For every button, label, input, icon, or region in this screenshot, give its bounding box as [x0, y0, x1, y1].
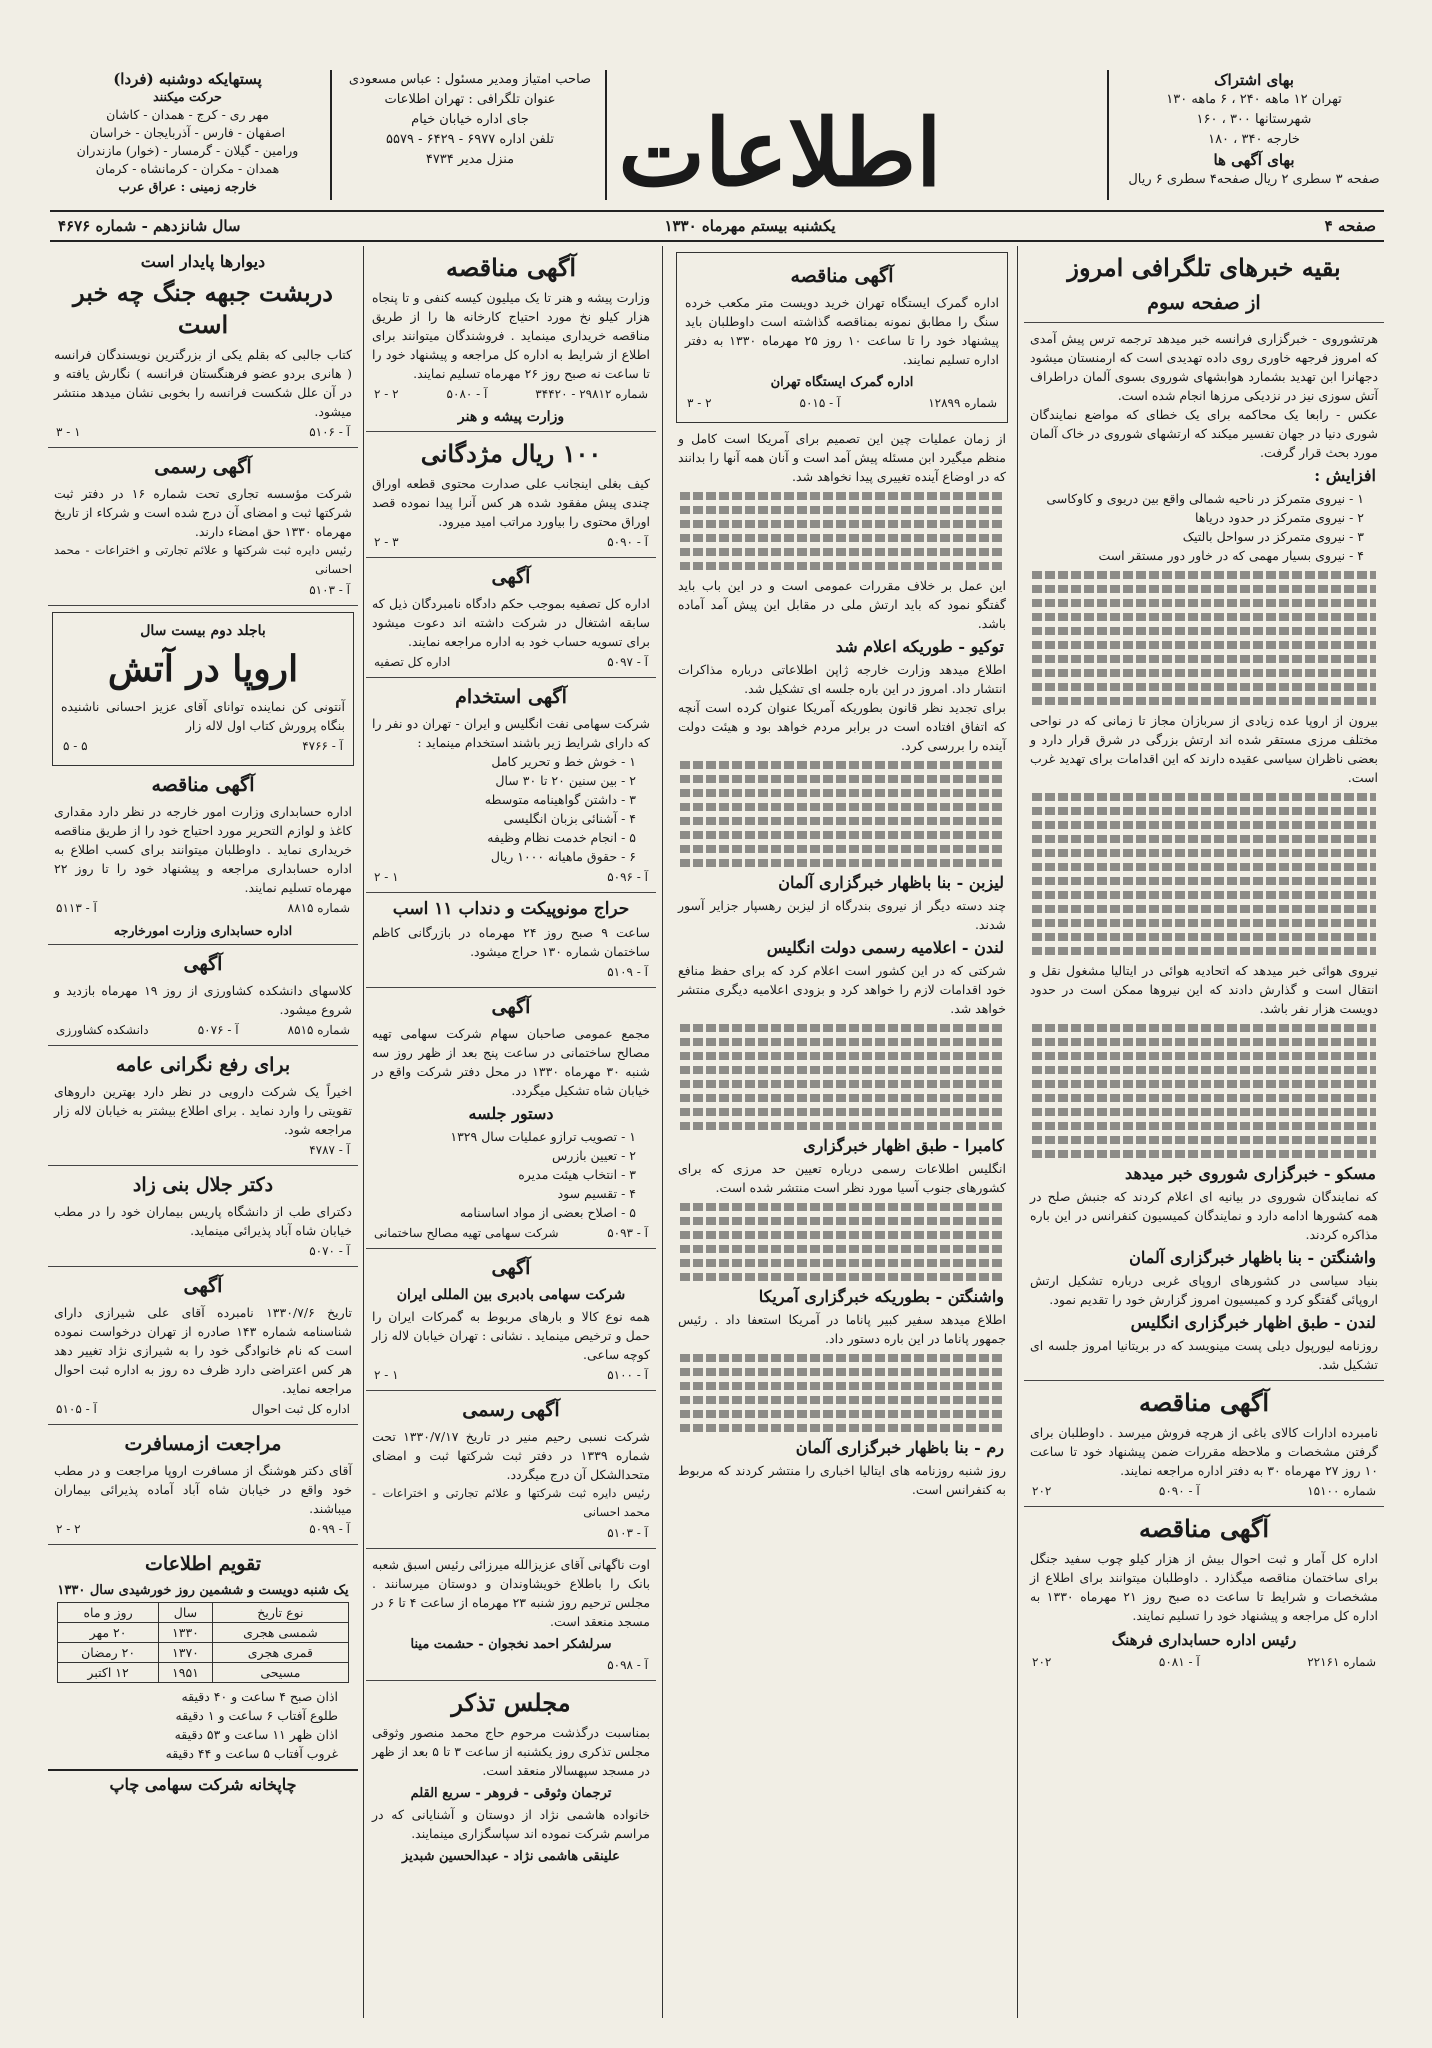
ad-num: ۲ - ۲: [56, 1522, 81, 1536]
table-header: نوع تاریخ: [213, 1603, 349, 1623]
ad-num: ۱ - ۲: [374, 1368, 399, 1382]
book-ad-title: دربشت جبهه جنگ چه خبر است: [73, 278, 333, 339]
list-item: ۳ - نیروی متمرکز در سواحل بالتیک: [1182, 529, 1364, 544]
article-subhead: افزایش :: [1314, 466, 1376, 485]
ad-title: آگهی: [183, 1275, 223, 1297]
ad-num: ۱ - ۲: [374, 870, 399, 884]
column-rule: [363, 246, 364, 2018]
divider: [366, 557, 656, 558]
article-subhead: کامبرا - طبق اظهار خبرگزاری: [803, 1136, 1004, 1155]
article-subhead: لیزبن - بنا باظهار خبرگزاری آلمان: [778, 873, 1004, 892]
ad-code: آ - ۵۱۰۰: [607, 1368, 648, 1382]
memorial-text: بمناسبت درگذشت مرحوم حاج محمد منصور وثوقی مجلس تذکری روز یکشنبه از ساعت ۳ تا ۵ بعد از ظهر در مسجد سپهسالار منعقد است.: [372, 1725, 651, 1778]
ad-num: ۲ - ۲: [374, 387, 399, 401]
article-paragraph: نیروی هوائی خبر میدهد که اتحادیه هوائی در ایتالیا مشغول نقل و انتقال است و گذارش دادند که این نیروها ممکن است در حدود دویست هزار نفر باشد.: [1030, 963, 1378, 1016]
list-item: ۶ - حقوق ماهیانه ۱۰۰۰ ریال: [490, 849, 636, 864]
divider: [48, 1266, 358, 1267]
ad-code: آ - ۵۱۰۳: [309, 583, 350, 597]
divider: [1024, 322, 1384, 323]
list-item: ۳ - داشتن گواهینامه متوسطه: [484, 792, 636, 807]
table-cell: ۱۹۵۱: [158, 1663, 212, 1683]
list-item: ۲ - تعیین بازرس: [551, 1148, 636, 1163]
subscription-line: تهران ۱۲ ماهه ۲۴۰ ، ۶ ماهه ۱۳۰: [1166, 92, 1342, 107]
ad-footer: [374, 1366, 648, 1384]
divider: [366, 431, 656, 432]
ad-num: ۲۰۲: [1032, 1655, 1052, 1669]
ad-text: کلاسهای دانشکده کشاورزی از روز ۱۹ مهرماه بازدید و شروع میشود.: [54, 983, 352, 1017]
subscription-block: [1124, 70, 1384, 190]
article-paragraph: چند دسته دیگر از نیروی بندرگاه از لیزبن رهسپار جزایر آسور شدند.: [678, 898, 1006, 932]
post-line: اصفهان - فارس - آذربایجان - خراسان: [89, 125, 286, 140]
book-kicker: باجلد دوم بیست سال: [140, 623, 266, 639]
table-row: [58, 1623, 348, 1643]
table-cell: ۱۳۳۰: [158, 1623, 212, 1643]
ad-footer: [56, 1141, 350, 1159]
masthead-title: اطلاعات: [618, 99, 942, 207]
ad-text: اداره کل آمار و ثبت احوال بیش از هزار کیلو چوب سفید جنگل برای ساختمان مناقصه میگذارد . داوطلبان میتوانند برای اطلاع از مشخصات و شرایط تا ساعت ده صبح روز ۲۱ مهرماه ۱۳۳۰ به اداره کل مراجعه و پیشنهاد خود را تسلیم نمایند.: [1030, 1551, 1379, 1623]
list-item: ۱ - تصویب ترازو عملیات سال ۱۳۲۹: [450, 1129, 636, 1144]
post-line: پستهایکه دوشنبه (فردا): [113, 70, 262, 88]
prayer-times: [68, 1687, 338, 1763]
list-item: ۳ - انتخاب هیئت مدیره: [518, 1167, 636, 1182]
divider: [48, 447, 358, 448]
ad-code: آ - ۵۰۷۶: [197, 1023, 239, 1037]
memorial-text: خانواده هاشمی نژاد از دوستان و آشنایانی که در مراسم شرکت نموده اند سپاسگزاری مینمایند.: [372, 1807, 650, 1841]
condolence-signature: سرلشکر احمد نخجوان - حشمت مینا: [410, 1637, 612, 1652]
ad-title: آگهی: [491, 1257, 531, 1279]
ad-num: ۲۰۲: [1032, 1484, 1052, 1498]
ad-code: آ - ۵۰۹۰: [1158, 1484, 1200, 1498]
ad-text: کیف بغلی اینجانب علی صدارت محتوی قطعه اوراق چندی پیش مفقود شده هر کس آنرا پیدا نموده قصد اوراق محتوی را بیاورد مراتب امید میرود.: [372, 476, 650, 529]
ad-code: آ - ۵۱۰۶: [309, 425, 350, 439]
ad-footer: [1032, 1482, 1376, 1500]
ad-text: اداره گمرک ایستگاه تهران خرید دویست متر مکعب خرده سنگ را مطابق نمونه بمناقصه گذاشته است داوطلبان باید پیشنهاد خود را تا ساعت ۱۰ روز ۲۵ مهرماه ۱۳۳۰ به دفتر اداره تسلیم نمایند.: [685, 295, 999, 367]
text-filler: [672, 1024, 1012, 1130]
article-paragraph: انگلیس اطلاعات رسمی درباره تعیین حد مرزی که برای کشورهای جنوب آسیا مورد نظر است منتشر شده است.: [678, 1161, 1006, 1195]
divider: [366, 1548, 656, 1549]
ad-title: آگهی مناقصه: [445, 253, 577, 282]
column-rule: [1017, 246, 1018, 2018]
table-row: [58, 1643, 348, 1663]
ad-ref: شماره ۱۲۸۹۹: [928, 396, 997, 410]
text-filler: [1024, 793, 1384, 955]
post-line: خارجه زمینی : عراق عرب: [118, 179, 257, 194]
ad-title: آگهی مناقصه: [790, 265, 894, 287]
list-item: ۱ - نیروی متمرکز در ناحیه شمالی واقع بین دریوی و کاوکاسی: [1046, 491, 1364, 506]
article-paragraph: بیرون از اروپا عده زیادی از سربازان مجاز تا زمانی که در نواحی مختلف مرزی مستقر شده اند ارتش بزرگی در شرق قرار دارد و بعضی ناظران سیاسی عقیده دارند که این اقدامات برای تهدید غرب است.: [1030, 713, 1378, 785]
memorial-signature: علینقی هاشمی نژاد - عبدالحسین شبدیز: [402, 1849, 620, 1864]
printer-credit: چاپخانه شرکت سهامی چاپ: [48, 1769, 358, 1794]
ad-footer: [374, 1656, 648, 1674]
ad-title: آگهی رسمی: [462, 1399, 560, 1421]
ad-footer: [63, 737, 343, 755]
post-line: ورامین - گیلان - گرمسار - (خوار) مازندران: [76, 143, 299, 158]
ad-code: آ - ۵۰۹۹: [309, 1522, 350, 1536]
list-item: ۴ - نیروی بسیار مهمی که در خاور دور مستقر است: [1098, 548, 1364, 563]
ad-footer: [374, 1224, 648, 1242]
list-item: ۵ - اصلاح بعضی از مواد اساسنامه: [459, 1205, 636, 1220]
list-item: اذان ظهر ۱۱ ساعت و ۵۳ دقیقه: [174, 1727, 338, 1742]
column-ads: [366, 246, 656, 2018]
ad-footer: [374, 533, 648, 551]
text-filler: [1024, 1024, 1384, 1158]
ad-code: آ - ۵۰۹۶: [607, 870, 648, 884]
book-ad-kicker: دیوارها پایدار است: [140, 252, 266, 271]
column-news-ads: [672, 246, 1012, 2018]
article-subhead: رم - بنا باظهار خبرگزاری آلمان: [795, 1438, 1004, 1457]
article-paragraph: از زمان عملیات چین این تصمیم برای آمریکا است کامل و منظم میگیرد ابن مسئله پیش آمد است و آنان همه آنها را بدانند که در اوضاع آینده تغییری پیدا نخواهد شد.: [678, 431, 1006, 484]
agenda-title: دستور جلسه: [468, 1104, 554, 1123]
employment-title: آگهی استخدام: [455, 686, 567, 708]
ad-text: اخیراً یک شرکت دارویی در نظر دارد بهترین داروهای تقویتی را وارد نماید . برای اطلاع بیشتر به خیابان لاله زار مراجعه شود.: [54, 1084, 352, 1137]
issue-date: یکشنبه بیستم مهرماه ۱۳۳۰: [664, 217, 836, 235]
divider: [1024, 1506, 1384, 1507]
divider: [48, 944, 358, 945]
article-paragraph: برای تجدید نظر قانون بطوریکه آمریکا عنوان کرده است آنچه که اتفاق افتاده است در برابر مردم خواهد بود و هیئت دولت آینده را بررسی کرد.: [678, 700, 1006, 753]
ad-footer: [56, 1021, 350, 1039]
text-filler: [672, 1203, 1012, 1281]
list-item: غروب آفتاب ۵ ساعت و ۴۴ دقیقه: [165, 1746, 338, 1761]
ad-text: دکترای طب از دانشگاه پاریس بیماران خود را در مطب خیابان شاه آباد پذیرائی مینماید.: [54, 1204, 352, 1238]
ad-signature: شرکت سهامی تهیه مصالح ساختمانی: [374, 1226, 559, 1240]
doctor-name: دکتر جلال بنی زاد: [132, 1174, 274, 1196]
ad-footer: [374, 868, 648, 886]
masthead-header: [50, 60, 1384, 212]
article-subhead: لندن - اعلامیه رسمی دولت انگلیس: [766, 938, 1004, 957]
subscription-line: شهرستانها ۳۰۰ ، ۱۶۰: [1196, 112, 1312, 127]
post-block: [50, 70, 325, 196]
divider: [366, 677, 656, 678]
text-filler: [672, 761, 1012, 867]
divider: [48, 1424, 358, 1425]
table-cell: ۱۳۷۰: [158, 1643, 212, 1663]
divider: [366, 892, 656, 893]
ad-code: آ - ۵۰۸۰: [446, 387, 488, 401]
table-cell: قمری هجری: [213, 1643, 349, 1663]
article-list: [1044, 489, 1364, 565]
text-filler: [672, 1354, 1012, 1432]
header-divider: [605, 70, 607, 200]
ad-code: آ - ۵۰۹۸: [607, 1658, 648, 1672]
subscription-title: بهای اشتراک: [1214, 71, 1294, 89]
ad-text: کتاب جالبی که بقلم یکی از بزرگترین نویسندگان فرانسه ( هانری بردو عضو فرهنگستان فرانسه ) نگارش یافته و در آن علل شکست فرانسه را بخوبی نشان میدهد منتشر میشود.: [54, 347, 352, 419]
ad-ref: شماره ۸۵۱۵: [287, 1023, 350, 1037]
ad-text: آقای دکتر هوشنگ از مسافرت اروپا مراجعت و در مطب خود واقع در خیابان شاه آباد آماده پذیرائی بیماران میباشند.: [54, 1463, 352, 1516]
ad-signature: رئیس دایره ثبت شرکتها و علائم تجارتی و اختراعات - محمد احسانی: [54, 543, 352, 576]
ad-code: آ - ۵۰۱۵: [799, 396, 841, 410]
ad-code: آ - ۵۱۰۵: [56, 1402, 97, 1416]
ad-ref: شماره ۲۹۸۱۲ - ۳۴۴۲۰: [535, 387, 648, 401]
book-title: اروپا در آتش: [107, 648, 299, 690]
ad-num: ۵ - ۵: [63, 739, 88, 753]
ad-code: آ - ۵۰۸۱: [1158, 1655, 1200, 1669]
article-paragraph: بنیاد سیاسی در کشورهای اروپای غربی درباره تشکیل ارتش اروپائی گفتگو کرد و کمیسیون امروز گزارش خود را تقدیم نمود.: [1030, 1273, 1378, 1307]
ad-title: آگهی مناقصه: [1138, 1388, 1270, 1417]
ad-title: آگهی رسمی: [154, 456, 252, 478]
ad-text: اداره کل تصفیه بموجب حکم دادگاه نامبردگان ذیل که سابقه اشتغال در شرکت داشته اند دعوت میشود برای تسویه حساب خود به اداره مراجعه نمایند.: [372, 596, 650, 649]
ad-ref: شماره ۱۵۱۰۰: [1307, 1484, 1376, 1498]
ad-signature: رئیس اداره حسابداری فرهنگ: [1111, 1631, 1297, 1649]
article-subhead: مسکو - خبرگزاری شوروی خبر میدهد: [1125, 1164, 1376, 1183]
text-filler: [1024, 571, 1384, 705]
article-paragraph: عکس - رابعا یک محاکمه برای یک خطای که مواضع نمایندگان شوری دنیا در جهان تفسیر میکند که ارتشهای شوروی در خاک آلمان مورد بحث قرار گرفت.: [1030, 407, 1378, 460]
ad-code: آ - ۵۱۰۳: [607, 1526, 648, 1540]
ad-ref: شماره ۸۸۱۵: [287, 901, 350, 915]
ad-ref: شماره ۲۲۱۶۱: [1307, 1655, 1376, 1669]
editor-line: عنوان تلگرافی : تهران اطلاعات: [384, 92, 556, 107]
divider: [366, 1680, 656, 1681]
ad-text: تاریخ ۱۳۳۰/۷/۶ نامبرده آقای علی شیرازی دارای شناسنامه شماره ۱۴۳ صادره از تهران درخواست نموده است که نام خانوادگی خود را به شیرازی نژاد تغییر دهد هر کس اعتراضی دارد ظرف ده روز به اداره ثبت احوال مراجعه نماید.: [54, 1305, 352, 1396]
ad-title: آگهی: [491, 996, 531, 1018]
ad-footer: [374, 385, 648, 403]
book-ad: [52, 612, 354, 766]
ad-signature: دانشکده کشاورزی: [56, 1023, 149, 1037]
table-cell: ۲۰ رمضان: [58, 1643, 159, 1663]
ad-footer: [56, 1520, 350, 1538]
table-cell: ۲۰ مهر: [58, 1623, 159, 1643]
ad-footer: [374, 653, 648, 671]
calendar-table: [57, 1602, 348, 1683]
post-line: همدان - مکران - کرمانشاه - کرمان: [95, 161, 280, 176]
article-paragraph: روزنامه لیورپول دیلی پست مینویسد که در بریتانیا امروز جلسه ای تشکیل شد.: [1030, 1338, 1378, 1372]
ad-footer: [687, 394, 997, 412]
subscription-line: خارجه ۳۴۰ ، ۱۸۰: [1208, 132, 1300, 147]
ad-title: آگهی: [491, 566, 531, 588]
article-subhead: لندن - طبق اظهار خبرگزاری انگلیس: [1130, 1313, 1376, 1332]
ad-code: آ - ۵۰۷۰: [309, 1244, 350, 1258]
column-rule: [662, 246, 663, 2018]
ad-code: آ - ۵۰۹۷: [607, 655, 648, 669]
article-paragraph: اطلاع میدهد سفیر کبیر پاناما در آمریکا استعفا داد . رئیس جمهور پاناما در این باره دستور داد.: [678, 1312, 1006, 1346]
list-item: ۲ - نیروی متمرکز در حدود دریاها: [1195, 510, 1364, 525]
ad-title: مراجعت ازمسافرت: [124, 1433, 282, 1455]
ad-footer: [56, 581, 350, 599]
article-subhead: واشنگتن - بنا باظهار خبرگزاری آلمان: [1129, 1248, 1376, 1267]
ad-code: آ - ۵۱۰۹: [607, 965, 648, 979]
reward-title: ۱۰۰ ریال مژدگانی: [420, 439, 602, 468]
ad-text: آنتونی کن نماینده توانای آقای عزیز احسانی ناشنیده بنگاه پرورش کتاب اول لاله زار: [61, 699, 345, 733]
column-left-ads: [48, 246, 358, 2018]
list-item: طلوع آفتاب ۶ ساعت و ۱ دقیقه: [175, 1708, 338, 1723]
ad-text: اداره حسابداری وزارت امور خارجه در نظر دارد مقداری کاغذ و لوازم التحریر مورد احتیاج خود را از طریق مناقصه خریداری نماید . داوطلبان میتوانند برای کسب اطلاع به اداره حسابداری مراجعه و پیشنهاد خود را تا روز ۲۲ مهرماه تسلیم نمایند.: [54, 804, 352, 895]
headline-continued: از صفحه سوم: [1147, 292, 1261, 314]
ad-num: ۳ - ۲: [374, 535, 399, 549]
post-line: مهر ری - کرج - همدان - کاشان: [106, 107, 269, 122]
tender-ad: [676, 252, 1008, 423]
article-paragraph: هرتشوروی - خبرگزاری فرانسه خبر میدهد ترجمه ترس پیش آمدی که امروز فرجهه خاوری روی داده تهدیدی است که ارمنستان میشود دجهانرا ابن تهدید بشمارد هوابشهای شوروی بسوی آلمان دراطراف آتش سوزی نیز در نزدیکی مرزها انجام شده است.: [1030, 331, 1378, 403]
ad-text: همه نوع کالا و بارهای مربوط به گمرکات ایران را حمل و ترخیص مینماید . نشانی : تهران خیابان لاله زار کوچه ساعی.: [372, 1309, 650, 1362]
table-row: [58, 1603, 348, 1623]
editor-line: تلفن اداره ۶۹۷۷ - ۶۴۲۹ - ۵۵۷۹: [386, 132, 554, 147]
ad-title: آگهی مناقصه: [1138, 1514, 1270, 1543]
ad-footer: [56, 1242, 350, 1260]
divider: [366, 987, 656, 988]
table-cell: مسیحی: [213, 1663, 349, 1683]
ad-num: ۱ - ۳: [56, 425, 81, 439]
article-subhead: توکیو - طوریکه اعلام شد: [835, 637, 1004, 656]
ad-text: مجمع عمومی صاحبان سهام شرکت سهامی تهیه مصالح ساختمانی در ساعت پنج بعد از ظهر روز سه شنبه ۳۰ مهرماه ۱۳۳۰ در محل دفتر شرکت واقع در خیابان شاه تشکیل میگردد.: [372, 1026, 650, 1098]
ad-footer: [56, 899, 350, 917]
table-cell: ۱۲ اکتبر: [58, 1663, 159, 1683]
auction-title: حراج مونوپیکت و دنداب ۱۱ اسب: [392, 899, 630, 919]
ad-signature: رئیس دایره ثبت شرکتها و علائم تجارتی و اختراعات - محمد احسانی: [372, 1486, 650, 1519]
post-line: حرکت میکنند: [153, 89, 222, 104]
editor-block: [340, 70, 600, 170]
header-divider: [330, 70, 332, 200]
ad-title: برای رفع نگرانی عامه: [115, 1054, 291, 1076]
issue-number: سال شانزدهم - شماره ۴۶۷۶: [58, 217, 241, 235]
ad-text: شرکت سهامی نفت انگلیس و ایران - تهران دو نفر را که دارای شرایط زیر باشند استخدام مینماید :: [372, 716, 650, 750]
table-header: روز و ماه: [58, 1603, 159, 1623]
ad-subtitle: شرکت سهامی بادبری بین المللی ایران: [396, 1287, 626, 1303]
date-bar: [50, 212, 1384, 242]
calendar-title: تقویم اطلاعات: [144, 1553, 261, 1575]
table-header: سال: [158, 1603, 212, 1623]
ad-text: وزارت پیشه و هنر تا یک میلیون کیسه کنفی و تا پنجاه هزار کیلو نخ مورد احتیاج کارخانه ها را از طریق مناقصه خریداری مینماید . فروشندگان میتوانند برای اطلاع از شرایط به اداره کل مراجعه و پیشنهاد خود را تا ساعت نه صبح روز ۲۶ مهرماه تسلیم نمایند.: [372, 290, 650, 381]
editor-line: منزل مدیر ۴۷۳۴: [425, 152, 515, 167]
ad-num: ۲ - ۳: [687, 396, 712, 410]
ad-footer: [1032, 1653, 1376, 1671]
divider: [48, 1544, 358, 1545]
ad-signature: اداره گمرک ایستگاه تهران: [770, 375, 914, 390]
ad-signature: وزارت پیشه و هنر: [457, 409, 565, 425]
condolence-text: اوت ناگهانی آقای عزیزالله میرزائی رئیس اسبق شعبه بانک را باطلاع خویشاوندان و دوستان میرسانند . مجلس ترحیم روز شنبه ۲۳ مهرماه از ساعت ۴ تا ۶ در مسجد منعقد است.: [372, 1557, 651, 1629]
agenda-list: [386, 1127, 636, 1222]
ad-text: نامبرده ادارات کالای باغی از هرچه فروش میرسد . داوطلبان برای گرفتن مشخصات و ملاحظه مقررات ضمن پیشنهاد خود تا ساعت ۱۰ روز ۲۷ مهرماه ۳۰ به دفتر اداره مراجعه نمایند.: [1030, 1425, 1378, 1478]
article-paragraph: شرکتی که در این کشور است اعلام کرد که برای حفظ منافع خود اقدامات لازم را خواهد کرد و بزودی اعلامیه دیگری منتشر خواهد شد.: [678, 963, 1006, 1016]
list-item: ۱ - خوش خط و تحریر کامل: [491, 754, 636, 769]
ad-code: آ - ۵۱۱۳: [56, 901, 97, 915]
list-item: ۵ - انجام خدمت نظام وظیفه: [487, 830, 636, 845]
article-subhead: واشنگتن - بطوریکه خبرگزاری آمریکا: [758, 1287, 1004, 1306]
header-divider: [1107, 70, 1109, 200]
employment-list: [386, 752, 636, 866]
table-cell: شمسی هجری: [213, 1623, 349, 1643]
list-item: ۲ - بین سنین ۲۰ تا ۳۰ سال: [495, 773, 636, 788]
ad-text: شرکت مؤسسه تجاری تحت شماره ۱۶ در دفتر ثبت شرکتها ثبت و امضای آن درج شده است و شرکاء از تاریخ مهرماه ۱۳۳۰ حق امضاء دارند.: [54, 486, 352, 539]
column-telegraph-news: [1024, 246, 1384, 2018]
divider: [366, 1390, 656, 1391]
text-filler: [672, 492, 1012, 570]
divider: [48, 1165, 358, 1166]
ad-signature: اداره حسابداری وزارت امورخارجه: [113, 923, 293, 938]
memorial-signature: ترجمان وثوقی - فروهر - سریع القلم: [410, 1786, 612, 1801]
calendar-subtitle: یک شنبه دویست و ششمین روز خورشیدی سال ۱۳۳۰: [57, 1583, 349, 1598]
article-paragraph: اطلاع میدهد وزارت خارجه ژاپن اطلاعاتی درباره مذاکرات انتشار داد. امروز در این باره جلسه ای تشکیل شد.: [678, 662, 1006, 696]
ad-footer: [374, 1524, 648, 1542]
list-item: ۴ - آشنائی بزبان انگلیسی: [503, 811, 636, 826]
divider: [1024, 1380, 1384, 1381]
ads-price-title: بهای آگهی ها: [1213, 151, 1295, 169]
ad-code: آ - ۴۷۶۶: [302, 739, 343, 753]
ad-code: آ - ۵۰۹۳: [607, 1226, 648, 1240]
editor-line: جای اداره خیابان خیام: [411, 112, 529, 127]
ad-signature: اداره کل ثبت احوال: [251, 1402, 350, 1416]
article-paragraph: این عمل بر خلاف مقررات عمومی است و در این باب باید گفتگو نمود که باید ارتش ملی در مقابل این پیش آمد آماده باشد.: [678, 578, 1006, 631]
ad-title: آگهی: [183, 953, 223, 975]
divider: [48, 605, 358, 606]
ad-text: شرکت نسبی رحیم منیر در تاریخ ۱۳۳۰/۷/۱۷ تحت شماره ۱۳۳۹ در دفتر ثبت شرکتها ثبت و امضای متحدالشکل آن درج میگردد.: [372, 1429, 650, 1482]
ad-title: آگهی مناقصه: [151, 774, 255, 796]
table-row: [58, 1663, 348, 1683]
list-item: ۴ - تقسیم سود: [557, 1186, 636, 1201]
ads-price-line: صفحه ۳ سطری ۲ ریال صفحه۴ سطری ۶ ریال: [1128, 172, 1380, 187]
divider: [366, 1248, 656, 1249]
ad-footer: [374, 963, 648, 981]
ad-footer: [56, 1400, 350, 1418]
ad-footer: [56, 423, 350, 441]
ad-text: ساعت ۹ صبح روز ۲۴ مهرماه در بازرگانی کاظم ساختمان شماره ۱۳۰ حراج میشود.: [372, 925, 650, 959]
article-paragraph: روز شنبه روزنامه های ایتالیا اخباری را منتشر کردند که مربوط به کنفرانس است.: [678, 1463, 1006, 1497]
divider: [48, 1045, 358, 1046]
list-item: اذان صبح ۴ ساعت و ۴۰ دقیقه: [181, 1689, 338, 1704]
headline-telegraph: بقیه خبرهای تلگرافی امروز: [1067, 253, 1341, 282]
ad-code: آ - ۵۰۹۰: [607, 535, 648, 549]
article-paragraph: که نمایندگان شوروی در بیانیه ای اعلام کردند که جنبش صلح در همه کشورها ادامه دارد و نمایندگان کمیسیون کنفرانس در این باره مذاکره کردند.: [1030, 1189, 1378, 1242]
ad-signature: اداره کل تصفیه: [374, 655, 451, 669]
editor-line: صاحب امتیاز ومدیر مسئول : عباس مسعودی: [348, 72, 592, 87]
memorial-title: مجلس تذکر: [451, 1688, 571, 1717]
ad-code: آ - ۴۷۸۷: [309, 1143, 350, 1157]
page-number: صفحه ۴: [1324, 217, 1376, 235]
